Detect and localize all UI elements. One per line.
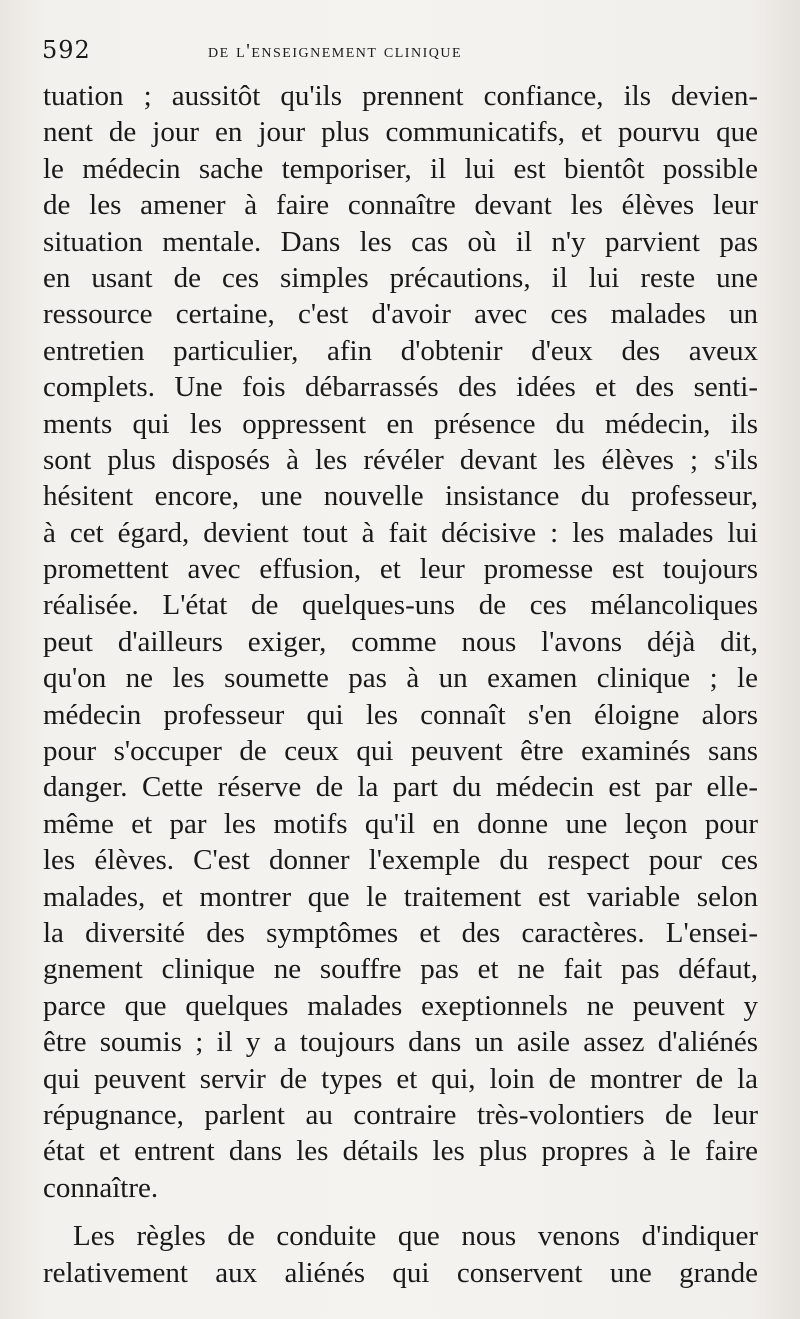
- text-line: relativement aux aliénés qui conservent une grande: [43, 1256, 758, 1289]
- text-line: qui peuvent servir de types et qui, loin de montrer de la: [43, 1062, 758, 1095]
- text-line: gnement clinique ne souffre pas et ne fait pas défaut,: [43, 953, 758, 986]
- text-line: être soumis ; il y a toujours dans un asile assez d'aliénés: [43, 1026, 758, 1059]
- text-line: ments qui les oppressent en présence du médecin, ils: [43, 407, 758, 440]
- text-line: promettent avec effusion, et leur promesse est toujours: [43, 553, 758, 586]
- text-line: état et entrent dans les détails les plus propres à le faire: [43, 1135, 758, 1168]
- text-line: les élèves. C'est donner l'exemple du respect pour ces: [43, 844, 758, 877]
- text-line: de les amener à faire connaître devant les élèves leur: [43, 189, 758, 222]
- text-line: répugnance, parlent au contraire très-volontiers de leur: [43, 1098, 758, 1131]
- text-line: même et par les motifs qu'il en donne une leçon pour: [43, 807, 758, 840]
- running-head-title: de l'enseignement clinique: [208, 40, 463, 62]
- text-line: danger. Cette réserve de la part du médecin est par elle-: [43, 771, 758, 804]
- text-line: nent de jour en jour plus communicatifs, et pourvu que: [43, 116, 758, 149]
- text-line: malades, et montrer que le traitement est variable selon: [43, 880, 758, 913]
- text-line: hésitent encore, une nouvelle insistance du professeur,: [43, 480, 758, 513]
- text-line: Les règles de conduite que nous venons d'indiquer: [73, 1220, 758, 1253]
- text-line: qu'on ne les soumette pas à un examen clinique ; le: [43, 662, 758, 695]
- text-line: complets. Une fois débarrassés des idées et des senti-: [43, 371, 758, 404]
- page-number: 592: [42, 36, 91, 64]
- text-line: situation mentale. Dans les cas où il n'y parvient pas: [43, 225, 758, 258]
- text-line: ressource certaine, c'est d'avoir avec ces malades un: [43, 298, 758, 331]
- paragraph-1: [43, 78, 758, 1206]
- text-line: peut d'ailleurs exiger, comme nous l'avons déjà dit,: [43, 625, 758, 658]
- text-line: tuation ; aussitôt qu'ils prennent confiance, ils devien-: [43, 80, 758, 112]
- text-line: connaître.: [43, 1171, 159, 1204]
- text-line: à cet égard, devient tout à fait décisive : les malades lui: [43, 516, 758, 549]
- text-line: réalisée. L'état de quelques-uns de ces mélancoliques: [43, 589, 758, 622]
- text-line: la diversité des symptômes et des caractères. L'ensei-: [43, 916, 758, 949]
- paragraph-gap: [43, 1206, 758, 1218]
- text-line: médecin professeur qui les connaît s'en éloigne alors: [43, 698, 758, 731]
- text-line: le médecin sache temporiser, il lui est bientôt possible: [43, 152, 758, 185]
- body-text: [43, 78, 758, 1291]
- text-line: entretien particulier, afin d'obtenir d'eux des aveux: [43, 334, 758, 367]
- text-line: parce que quelques malades exeptionnels ne peuvent y: [43, 989, 758, 1022]
- text-line: en usant de ces simples précautions, il lui reste une: [43, 261, 758, 294]
- paragraph-2: [43, 1218, 758, 1291]
- text-line: pour s'occuper de ceux qui peuvent être examinés sans: [43, 735, 758, 768]
- text-line: sont plus disposés à les révéler devant les élèves ; s'ils: [43, 443, 758, 476]
- running-head: [42, 36, 757, 66]
